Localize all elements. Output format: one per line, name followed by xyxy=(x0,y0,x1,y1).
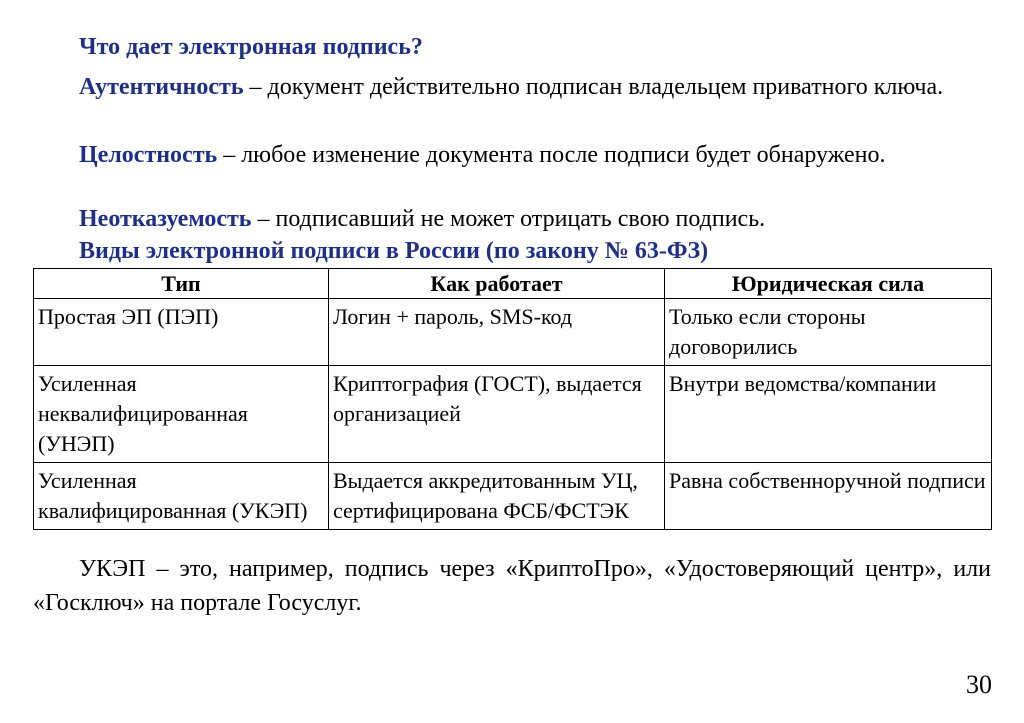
table-row xyxy=(34,463,992,530)
table-cell: Равна собственноручной подписи xyxy=(665,463,992,530)
table-cell: Простая ЭП (ПЭП) xyxy=(34,299,329,366)
table-cell: Криптография (ГОСТ), выдается организацией xyxy=(329,366,665,463)
table-cell: Усиленная квалифицированная (УКЭП) xyxy=(34,463,329,530)
property-text: – любое изменение документа после подписи будет обнаружено. xyxy=(217,142,886,168)
column-header: Как работает xyxy=(329,269,665,299)
property-integrity xyxy=(33,138,991,172)
page-number: 30 xyxy=(966,670,992,699)
table-title: Виды электронной подписи в России (по закону № 63-ФЗ) xyxy=(79,238,709,264)
footer-note: УКЭП – это, например, подпись через «КриптоПро», «Удостоверяющий центр», или «Госключ» на портале Госуслуг. xyxy=(33,556,991,616)
table-row xyxy=(34,299,992,366)
property-term: Целостность xyxy=(79,142,218,168)
signature-types-table xyxy=(33,268,992,530)
question-heading: Что дает электронная подпись? xyxy=(79,34,423,60)
property-authenticity xyxy=(33,70,991,104)
property-term: Неотказуемость xyxy=(79,206,252,232)
table-header-row xyxy=(34,269,992,299)
table-cell: Логин + пароль, SMS-код xyxy=(329,299,665,366)
property-text: – документ действительно подписан владельцем приватного ключа. xyxy=(243,74,944,100)
table-cell: Усиленная неквалифицированная (УНЭП) xyxy=(34,366,329,463)
property-term: Аутентичность xyxy=(79,74,244,100)
table-cell: Внутри ведомства/компании xyxy=(665,366,992,463)
column-header: Тип xyxy=(34,269,329,299)
property-text: – подписавший не может отрицать свою подпись. xyxy=(251,206,766,232)
table-cell: Только если стороны договорились xyxy=(665,299,992,366)
property-nonrepudiation xyxy=(79,205,765,234)
column-header: Юридическая сила xyxy=(665,269,992,299)
table-cell: Выдается аккредитованным УЦ, сертифицирована ФСБ/ФСТЭК xyxy=(329,463,665,530)
table-row xyxy=(34,366,992,463)
